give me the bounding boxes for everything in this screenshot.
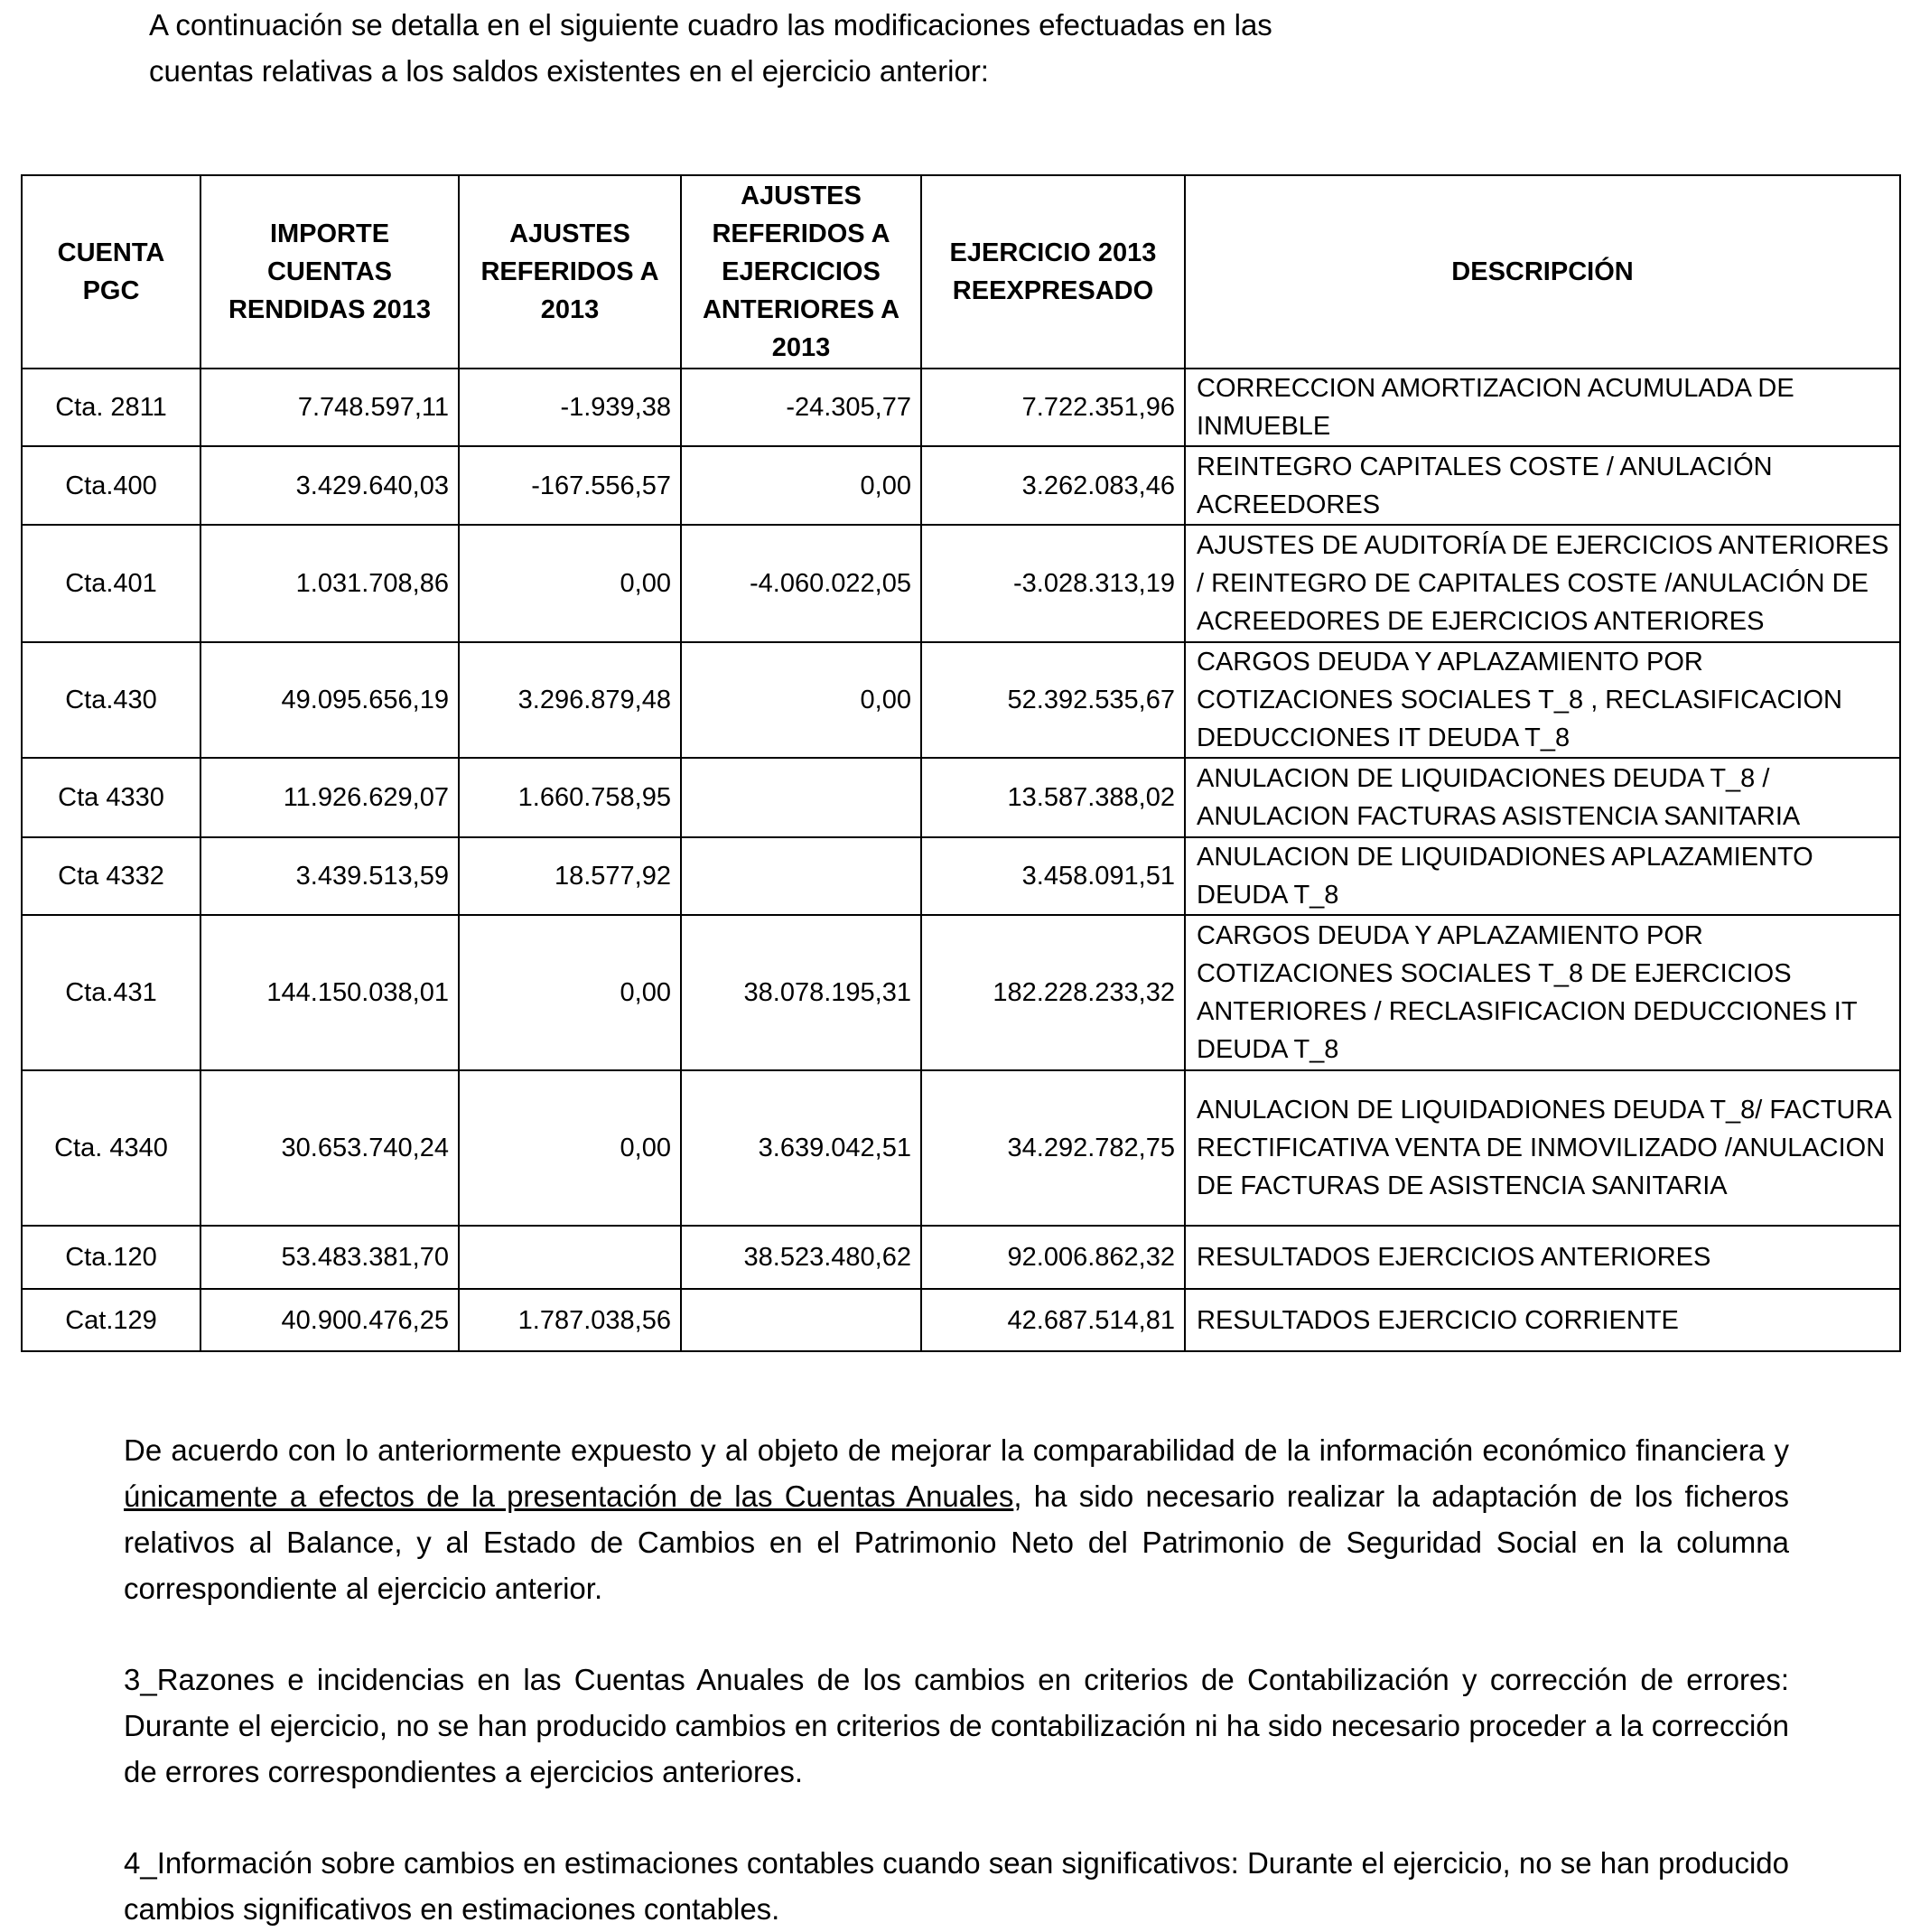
- cell-ajustes-anteriores: 38.078.195,31: [681, 915, 921, 1070]
- cell-reexpresado: 52.392.535,67: [921, 642, 1185, 758]
- header-importe: IMPORTE CUENTAS RENDIDAS 2013: [200, 175, 459, 369]
- cell-importe: 144.150.038,01: [200, 915, 459, 1070]
- cell-cuenta: Cta.401: [22, 525, 200, 642]
- table-row: [22, 837, 1900, 915]
- cell-descripcion: ANULACION DE LIQUIDADIONES APLAZAMIENTO DEUDA T_8: [1185, 837, 1900, 915]
- cell-ajustes-2013: -1.939,38: [459, 369, 681, 446]
- cell-ajustes-anteriores: [681, 837, 921, 915]
- paragraph-1-end: , ha sido necesario realizar la adaptación de los ficheros relativos al Balance, y al Estado de Cambios en el Patrimonio Neto del Patrimonio de Seguridad Social en la columna correspondiente al ejercicio anterior.: [124, 1479, 1789, 1605]
- cell-reexpresado: 42.687.514,81: [921, 1289, 1185, 1351]
- cell-cuenta: Cta. 4340: [22, 1070, 200, 1226]
- table-row: [22, 1226, 1900, 1289]
- cell-ajustes-2013: -167.556,57: [459, 446, 681, 525]
- paragraph-comparabilidad: [124, 1427, 1789, 1611]
- cell-importe: 11.926.629,07: [200, 758, 459, 837]
- cell-reexpresado: 92.006.862,32: [921, 1226, 1185, 1289]
- cell-ajustes-anteriores: 0,00: [681, 642, 921, 758]
- paragraph-estimaciones: 4_Información sobre cambios en estimaciones contables cuando sean significativos: Durante el ejercicio, no se han producido cambios significativos en estimaciones contables.: [124, 1846, 1789, 1926]
- cell-cuenta: Cta.400: [22, 446, 200, 525]
- cell-descripcion: CARGOS DEUDA Y APLAZAMIENTO POR COTIZACIONES SOCIALES T_8 , RECLASIFICACION DEDUCCIONES IT DEUDA T_8: [1185, 642, 1900, 758]
- header-descripcion: DESCRIPCIÓN: [1185, 175, 1900, 369]
- cell-ajustes-2013: 1.787.038,56: [459, 1289, 681, 1351]
- cell-cuenta: Cta.431: [22, 915, 200, 1070]
- cell-ajustes-anteriores: -24.305,77: [681, 369, 921, 446]
- cell-ajustes-anteriores: -4.060.022,05: [681, 525, 921, 642]
- cell-ajustes-2013: 0,00: [459, 915, 681, 1070]
- cell-ajustes-2013: 1.660.758,95: [459, 758, 681, 837]
- cell-ajustes-2013: 0,00: [459, 525, 681, 642]
- cell-descripcion: REINTEGRO CAPITALES COSTE / ANULACIÓN ACREEDORES: [1185, 446, 1900, 525]
- cell-ajustes-anteriores: 38.523.480,62: [681, 1226, 921, 1289]
- intro-text: [149, 2, 1865, 94]
- intro-line-1: A continuación se detalla en el siguiente cuadro las modificaciones efectuadas en las: [149, 8, 1272, 42]
- header-ajustes-2013: AJUSTES REFERIDOS A 2013: [459, 175, 681, 369]
- cell-cuenta: Cta.120: [22, 1226, 200, 1289]
- table-row: [22, 1289, 1900, 1351]
- cell-reexpresado: 182.228.233,32: [921, 915, 1185, 1070]
- paragraph-1-underlined: únicamente a efectos de la presentación de las Cuentas Anuales: [124, 1479, 1014, 1513]
- paragraph-criterios: 3_Razones e incidencias en las Cuentas Anuales de los cambios en criterios de Contabilización y corrección de errores: Durante el ejercicio, no se han producido cambios en criterios de contabilización ni ha sido necesario proceder a la corrección de errores correspondientes a ejercicios anteriores.: [124, 1663, 1789, 1788]
- cell-importe: 3.429.640,03: [200, 446, 459, 525]
- cell-reexpresado: 34.292.782,75: [921, 1070, 1185, 1226]
- cell-ajustes-2013: 3.296.879,48: [459, 642, 681, 758]
- header-cuenta: CUENTA PGC: [22, 175, 200, 369]
- cell-reexpresado: 7.722.351,96: [921, 369, 1185, 446]
- table-row: [22, 369, 1900, 446]
- cell-cuenta: Cta. 2811: [22, 369, 200, 446]
- cell-reexpresado: 3.458.091,51: [921, 837, 1185, 915]
- intro-line-2: cuentas relativas a los saldos existentes en el ejercicio anterior:: [149, 54, 989, 88]
- cell-importe: 49.095.656,19: [200, 642, 459, 758]
- cell-cuenta: Cat.129: [22, 1289, 200, 1351]
- header-reexpresado: EJERCICIO 2013 REEXPRESADO: [921, 175, 1185, 369]
- cell-reexpresado: 13.587.388,02: [921, 758, 1185, 837]
- cell-cuenta: Cta 4332: [22, 837, 200, 915]
- cell-importe: 53.483.381,70: [200, 1226, 459, 1289]
- table-row: [22, 758, 1900, 837]
- cell-cuenta: Cta.430: [22, 642, 200, 758]
- cell-ajustes-anteriores: [681, 1289, 921, 1351]
- cell-descripcion: AJUSTES DE AUDITORÍA DE EJERCICIOS ANTERIORES / REINTEGRO DE CAPITALES COSTE /ANULACIÓN DE ACREEDORES DE EJERCICIOS ANTERIORES: [1185, 525, 1900, 642]
- adjustments-table: [21, 174, 1901, 1352]
- cell-ajustes-anteriores: [681, 758, 921, 837]
- paragraph-1-start: De acuerdo con lo anteriormente expuesto y al objeto de mejorar la comparabilidad de la información económico financiera y: [124, 1433, 1789, 1467]
- table-header-row: [22, 175, 1900, 369]
- cell-importe: 40.900.476,25: [200, 1289, 459, 1351]
- cell-descripcion: RESULTADOS EJERCICIOS ANTERIORES: [1185, 1226, 1900, 1289]
- cell-ajustes-anteriores: 3.639.042,51: [681, 1070, 921, 1226]
- table-row: [22, 446, 1900, 525]
- cell-descripcion: CARGOS DEUDA Y APLAZAMIENTO POR COTIZACIONES SOCIALES T_8 DE EJERCICIOS ANTERIORES / RECLASIFICACION DEDUCCIONES IT DEUDA T_8: [1185, 915, 1900, 1070]
- cell-ajustes-2013: [459, 1226, 681, 1289]
- cell-cuenta: Cta 4330: [22, 758, 200, 837]
- cell-descripcion: ANULACION DE LIQUIDACIONES DEUDA T_8 / ANULACION FACTURAS ASISTENCIA SANITARIA: [1185, 758, 1900, 837]
- header-ajustes-anteriores: AJUSTES REFERIDOS A EJERCICIOS ANTERIORES A 2013: [681, 175, 921, 369]
- cell-reexpresado: 3.262.083,46: [921, 446, 1185, 525]
- cell-importe: 7.748.597,11: [200, 369, 459, 446]
- cell-importe: 1.031.708,86: [200, 525, 459, 642]
- cell-reexpresado: -3.028.313,19: [921, 525, 1185, 642]
- cell-importe: 3.439.513,59: [200, 837, 459, 915]
- cell-descripcion: CORRECCION AMORTIZACION ACUMULADA DE INMUEBLE: [1185, 369, 1900, 446]
- cell-descripcion: RESULTADOS EJERCICIO CORRIENTE: [1185, 1289, 1900, 1351]
- cell-ajustes-2013: 0,00: [459, 1070, 681, 1226]
- table-row: [22, 642, 1900, 758]
- cell-ajustes-2013: 18.577,92: [459, 837, 681, 915]
- cell-ajustes-anteriores: 0,00: [681, 446, 921, 525]
- table-row: [22, 915, 1900, 1070]
- cell-descripcion: ANULACION DE LIQUIDADIONES DEUDA T_8/ FACTURA RECTIFICATIVA VENTA DE INMOVILIZADO /ANULACION DE FACTURAS DE ASISTENCIA SANITARIA: [1185, 1070, 1900, 1226]
- table-row: [22, 525, 1900, 642]
- cell-importe: 30.653.740,24: [200, 1070, 459, 1226]
- table-row: [22, 1070, 1900, 1226]
